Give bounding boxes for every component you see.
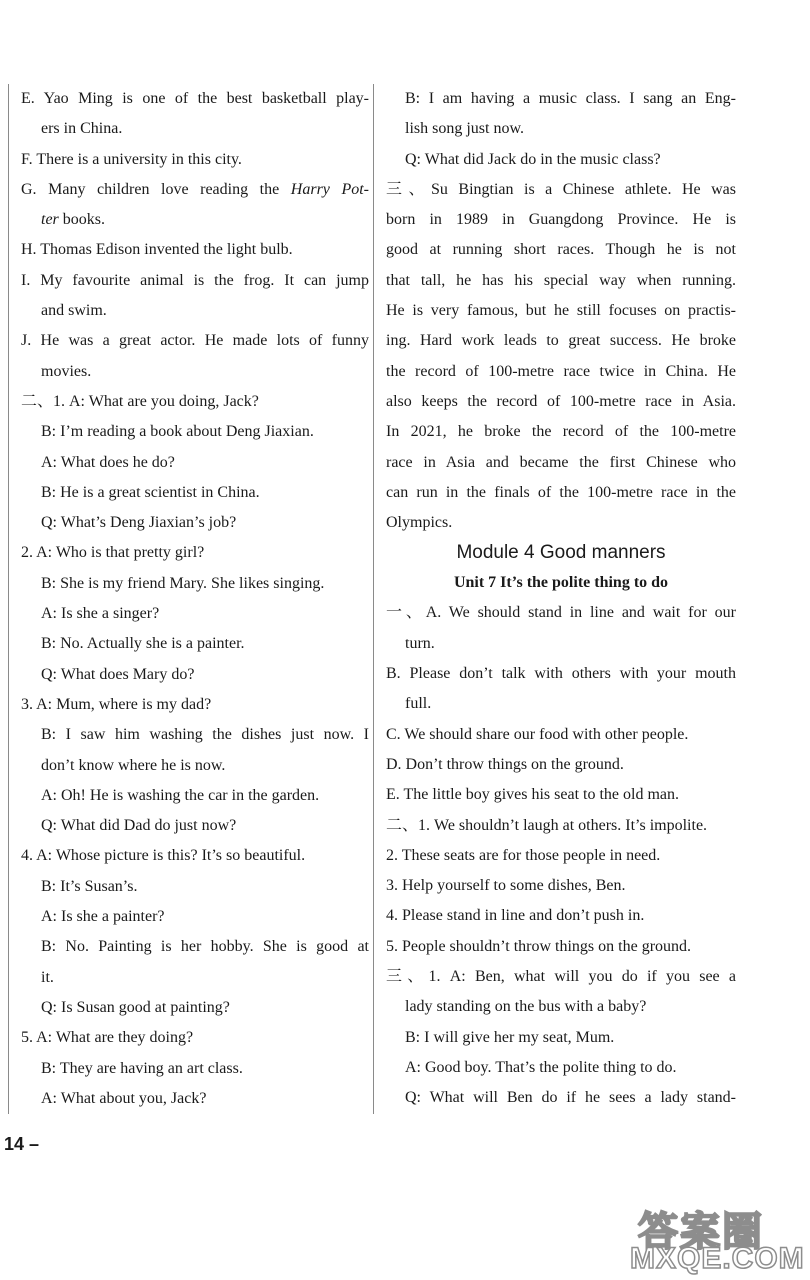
right-column-bottom-text — [374, 598, 736, 1113]
text-line: D. Don’t throw things on the ground. — [386, 755, 624, 773]
text-line: race in Asia and became the first Chinese who — [386, 453, 736, 471]
text-line: In 2021, he broke the record of the 100-metre — [386, 423, 736, 441]
unit-title: Unit 7 It’s the polite thing to do — [453, 574, 669, 592]
text-line: Q: What’s Deng Jiaxian’s job? — [41, 514, 237, 532]
text-line: turn. — [405, 634, 435, 652]
text-line: 4. A: Whose picture is this? It’s so beautiful. — [21, 847, 306, 865]
text-line: B. Please don’t talk with others with your mouth — [386, 665, 736, 683]
text-line: B: They are having an art class. — [41, 1059, 243, 1077]
watermark-top-text: 答案圈 — [638, 1209, 764, 1255]
text-line: A: Oh! He is washing the car in the garden. — [41, 786, 320, 804]
text-line: 4. Please stand in line and don’t push in. — [386, 907, 645, 925]
right-column — [373, 84, 736, 1114]
text-line: J. He was a great actor. He made lots of funny — [21, 332, 369, 350]
text-line: ing. Hard work leads to great success. He broke — [386, 332, 736, 350]
text-line: B: I saw him washing the dishes just now. I — [41, 726, 369, 744]
text-line: Q: What will Ben do if he sees a lady stand- — [405, 1089, 736, 1107]
text-line: B: I’m reading a book about Deng Jiaxian. — [41, 423, 314, 441]
text-line: it. — [41, 968, 54, 986]
text-line: E. The little boy gives his seat to the old man. — [386, 786, 679, 804]
text-line: ers in China. — [41, 120, 123, 138]
text-line: ter books. — [41, 211, 106, 229]
text-line: A: What about you, Jack? — [41, 1089, 207, 1107]
text-line: don’t know where he is now. — [41, 756, 226, 774]
text-line: can run in the finals of the 100-metre race in the — [386, 483, 736, 501]
text-line: 5. A: What are they doing? — [21, 1029, 194, 1047]
text-line: H. Thomas Edison invented the light bulb. — [21, 241, 293, 259]
text-line: born in 1989 in Guangdong Province. He is — [386, 211, 736, 229]
text-line: A: Is she a painter? — [41, 908, 165, 926]
text-line: 一、A. We should stand in line and wait for our — [386, 604, 736, 622]
text-line: B: She is my friend Mary. She likes singing. — [41, 574, 325, 592]
text-line: 3. Help yourself to some dishes, Ben. — [386, 877, 626, 895]
text-line: F. There is a university in this city. — [21, 150, 242, 168]
text-line: lady standing on the bus with a baby? — [405, 998, 647, 1016]
text-line: E. Yao Ming is one of the best basketball play- — [21, 90, 369, 107]
text-line: full. — [405, 695, 432, 713]
text-line: I. My favourite animal is the frog. It can jump — [21, 271, 369, 289]
text-line: B: No. Actually she is a painter. — [41, 635, 245, 653]
text-line: good at running short races. Though he is not — [386, 241, 736, 259]
watermark-bottom-text: MXQE.COM — [630, 1242, 805, 1275]
text-line: B: No. Painting is her hobby. She is good at — [41, 938, 369, 956]
text-line: that tall, he has his special way when running. — [386, 271, 736, 289]
text-line: He is very famous, but he still focuses on practis- — [386, 302, 736, 320]
text-line: 2. These seats are for those people in need. — [386, 846, 661, 864]
text-line: A: Good boy. That’s the polite thing to do. — [405, 1058, 677, 1076]
page-number: 14 – — [4, 1134, 40, 1154]
module-title: Module 4 Good manners — [456, 542, 666, 564]
text-line: Q: What did Dad do just now? — [41, 817, 237, 835]
text-line: Q: What does Mary do? — [41, 665, 195, 683]
text-line: B: I will give her my seat, Mum. — [405, 1028, 615, 1046]
text-line: lish song just now. — [405, 120, 524, 138]
text-line: and swim. — [41, 302, 107, 320]
text-line: movies. — [41, 362, 92, 380]
watermark-logo — [630, 1200, 805, 1275]
text-line: Q: What did Jack do in the music class? — [405, 150, 661, 168]
text-line: 二、1. We shouldn’t laugh at others. It’s impolite. — [386, 816, 708, 834]
text-line: B: It’s Susan’s. — [41, 877, 138, 895]
text-line: B: He is a great scientist in China. — [41, 483, 260, 501]
text-line: 2. A: Who is that pretty girl? — [21, 544, 205, 562]
text-line: C. We should share our food with other people. — [386, 725, 689, 743]
text-line: 二、1. A: What are you doing, Jack? — [21, 392, 259, 410]
text-line: A: What does he do? — [41, 453, 175, 471]
right-column-top-text — [374, 84, 736, 538]
text-line: G. Many children love reading the Harry Pot- — [21, 180, 370, 198]
text-line: B: I am having a music class. I sang an Eng- — [405, 90, 736, 107]
text-line: Olympics. — [386, 514, 453, 532]
text-line: Q: Is Susan good at painting? — [41, 998, 230, 1016]
text-line: the record of 100-metre race twice in China. He — [386, 362, 736, 380]
left-column — [8, 84, 369, 1114]
text-line: 三、Su Bingtian is a Chinese athlete. He was — [386, 180, 736, 198]
text-line: 5. People shouldn’t throw things on the ground. — [386, 937, 692, 955]
text-line: 3. A: Mum, where is my dad? — [21, 695, 212, 713]
text-line: 三、1. A: Ben, what will you do if you see a — [386, 968, 736, 986]
text-line: also keeps the record of 100-metre race in Asia. — [386, 392, 736, 410]
text-line: A: Is she a singer? — [41, 605, 160, 623]
